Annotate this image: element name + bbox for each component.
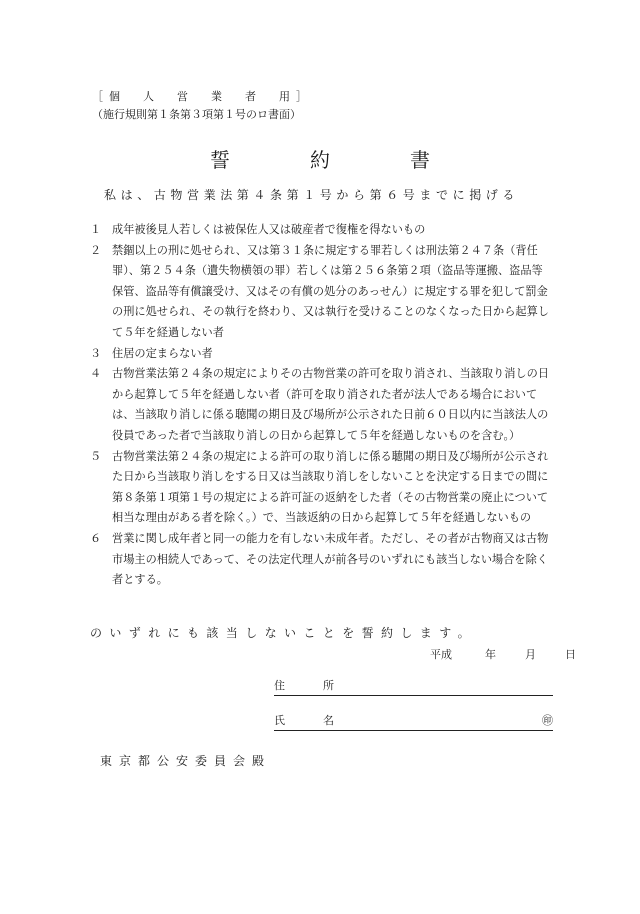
regulation-reference: （施行規則第１条第３項第１号のロ書面） [92, 108, 301, 121]
item-number: ４ [90, 367, 102, 381]
item-number: ５ [90, 449, 102, 463]
list-item [90, 364, 552, 446]
disqualification-list [90, 220, 552, 591]
address-label: 住所 [274, 679, 372, 692]
item-text: 成年被後見人若しくは被保佐人又は破産者で復権を得ないもの [112, 223, 426, 236]
name-label: 氏名 [274, 714, 372, 727]
seal-mark: ㊞ [542, 714, 553, 727]
list-item [90, 344, 552, 365]
recipient: 東京都公安委員会殿 [100, 754, 272, 768]
item-number: ３ [90, 346, 102, 360]
item-text: 古物営業法第２４条の規定による許可の取り消しに係る聴聞の期日及び場所が公示された日から当該取り消しをする日又は当該取り消しをしないことを決定する日までの間に第８条第１項第１号の規定による許可証の返納をした者（その古物営業の廃止について相当な理由がある者を除く。）で、当該返納の日から起算して５年を経過しないもの [112, 449, 549, 525]
item-text: 営業に関し成年者と同一の能力を有しない未成年者。ただし、その者が古物商又は古物市場主の相続人であって、その法定代理人が前各号のいずれにも該当しない場合を除く者とする。 [112, 531, 549, 587]
date-era: 平成 [430, 648, 452, 661]
date-year: 年 [485, 648, 496, 661]
address-field[interactable] [274, 677, 553, 696]
item-number: ２ [90, 243, 102, 257]
list-item [90, 220, 552, 241]
item-number: ６ [90, 531, 102, 545]
form-type-label: ［個 人 営 業 者 用］ [92, 90, 313, 103]
item-text: 禁錮以上の刑に処せられ、又は第３１条に規定する罪若しくは刑法第２４７条（背任罪）、第２５４条（遺失物横領の罪）若しくは第２５６条第２項（盗品等運搬、盗品等保管、盗品等有償譲受け、又はその有償の処分のあっせん）に規定する罪を犯して罰金の刑に処せられ、その執行を終わり、又は執行を受けることのなくなった日から起算して５年を経過しない者 [112, 243, 549, 339]
list-item [90, 529, 552, 591]
date-line [430, 646, 576, 662]
list-item [90, 447, 552, 529]
date-month: 月 [525, 648, 536, 661]
item-number: １ [90, 223, 102, 236]
item-text: 古物営業法第２４条の規定によりその古物営業の許可を取り消され、当該取り消しの日から起算して５年を経過しない者（許可を取り消された者が法人である場合においては、当該取り消しに係る聴聞の期日及び場所が公示された日前６０日以内に当該法人の役員であった者で当該取り消しの日から起算して５年を経過しないものを含む。） [112, 367, 549, 442]
item-text: 住居の定まらない者 [112, 346, 213, 360]
document-title: 誓 約 書 [210, 148, 460, 172]
name-field[interactable] [274, 712, 553, 731]
closing-sentence: のいずれにも該当しないことを誓約します。 [90, 626, 478, 640]
list-item [90, 241, 552, 344]
intro-sentence: 私は、古物営業法第４条第１号から第６号までに掲げる [104, 188, 520, 202]
date-day: 日 [565, 648, 576, 661]
